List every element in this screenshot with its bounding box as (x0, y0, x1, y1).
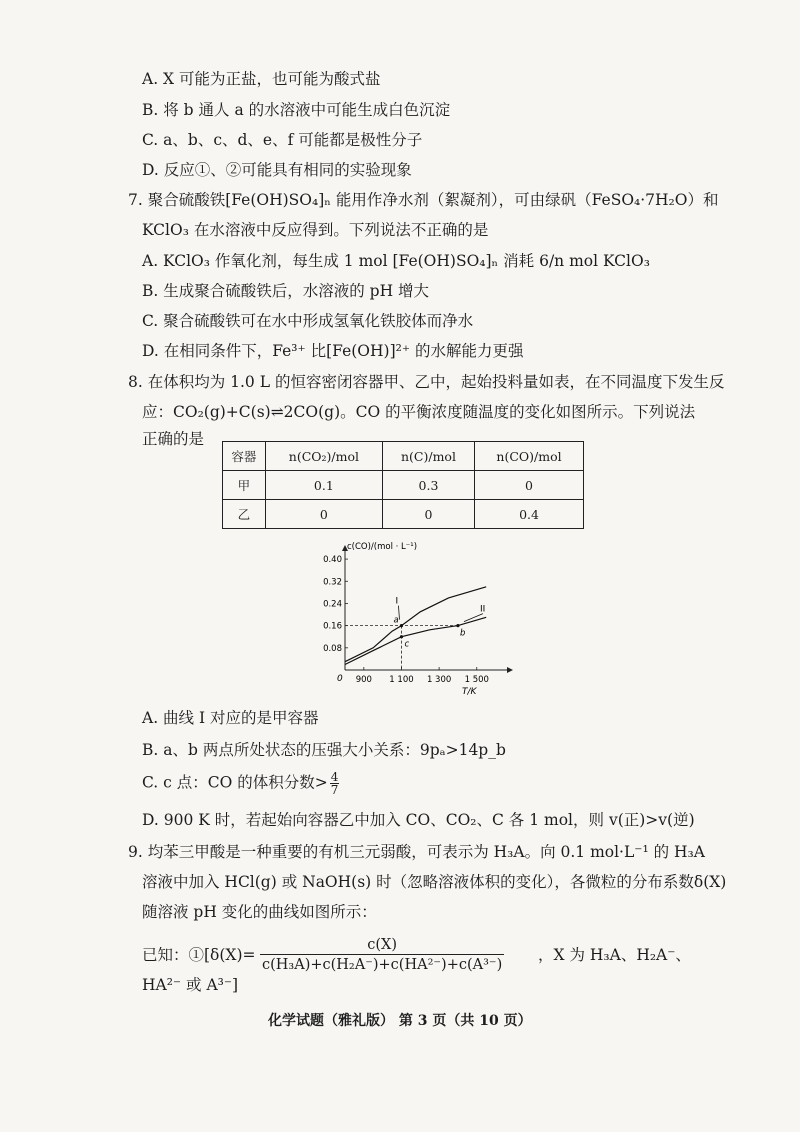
table-cell: 乙 (223, 500, 266, 529)
table-header-cell: 容器 (223, 442, 266, 471)
table-cell: 0 (382, 500, 474, 529)
y-tick-label: 0.24 (323, 599, 342, 610)
q7-stem-line2: KClO₃ 在水溶液中反应得到。下列说法不正确的是 (142, 221, 489, 239)
page-footer: 化学试题（雅礼版） 第 3 页（共 10 页） (268, 1013, 532, 1029)
q8-option-b: B. a、b 两点所处状态的压强大小关系：9pₐ>14p_b (142, 741, 506, 759)
q9-stem-line2: 溶液中加入 HCl(g) 或 NaOH(s) 时（忽略溶液体积的变化），各微粒的分布系数δ(X) (142, 873, 727, 891)
table-header-row (223, 442, 584, 471)
fraction (330, 771, 340, 796)
y-tick-label: 0.08 (323, 643, 342, 654)
q7-option-a: A. KClO₃ 作氧化剂，每生成 1 mol [Fe(OH)SO₄]ₙ 消耗 6/n mol KClO₃ (142, 252, 650, 270)
point-label-b: b (459, 628, 466, 639)
fraction-numerator: 4 (330, 770, 339, 784)
point-a (400, 624, 403, 627)
point-b (456, 624, 459, 627)
y-axis-label: c(CO)/(mol · L⁻¹) (347, 542, 418, 552)
origin-label: 0 (337, 674, 343, 684)
q8-stem-line3: 正确的是 (142, 430, 205, 448)
table-cell: 0.3 (382, 471, 474, 500)
table-row (223, 500, 584, 529)
x-axis-label: T/K (462, 687, 477, 696)
q8-stem-line1: 8. 在体积均为 1.0 L 的恒容密闭容器甲、乙中，起始投料量如表，在不同温度下发生反 (128, 373, 725, 391)
q9-delta-fraction (260, 936, 504, 975)
q8-feed-table (222, 441, 584, 529)
q9-stem-line3: 随溶液 pH 变化的曲线如图所示： (142, 903, 377, 921)
q9-stem-line1: 9. 均苯三甲酸是一种重要的有机三元弱酸，可表示为 H₃A。向 0.1 mol·L⁻¹ 的 H₃A (128, 843, 705, 861)
series-line-II (345, 617, 486, 664)
q8-option-c-text: C. c 点：CO 的体积分数> (142, 773, 328, 792)
q7-stem-line1: 7. 聚合硫酸铁[Fe(OH)SO₄]ₙ 能用作净水剂（絮凝剂），可由绿矾（FeSO₄·7H₂O）和 (128, 191, 719, 209)
table-header-cell: n(CO₂)/mol (265, 442, 382, 471)
point-c (400, 635, 403, 638)
table-cell: 0 (475, 471, 584, 500)
table-cell: 甲 (223, 471, 266, 500)
series-line-I (345, 587, 486, 662)
table-cell: 0 (265, 500, 382, 529)
series-label-II: II (479, 604, 486, 615)
table-cell: 0.1 (265, 471, 382, 500)
fraction-denominator: 7 (330, 783, 339, 797)
q6-option-b: B. 将 b 通人 a 的水溶液中可能生成白色沉淀 (142, 101, 451, 119)
co-concentration-chart (320, 536, 520, 696)
x-tick-label: 1 300 (426, 675, 452, 685)
x-tick-label: 1 500 (464, 675, 489, 685)
y-tick-label: 0.40 (323, 555, 342, 566)
q7-option-d: D. 在相同条件下，Fe³⁺ 比[Fe(OH)]²⁺ 的水解能力更强 (142, 342, 524, 360)
table-header-cell: n(CO)/mol (475, 442, 584, 471)
q6-option-c: C. a、b、c、d、e、f 可能都是极性分子 (142, 131, 423, 149)
q6-option-a: A. X 可能为正盐，也可能为酸式盐 (142, 70, 381, 88)
point-label-c: c (404, 639, 410, 650)
table-row (223, 471, 584, 500)
q6-option-d: D. 反应①、②可能具有相同的实验现象 (142, 161, 412, 179)
table-header-cell: n(C)/mol (382, 442, 474, 471)
q8-option-a: A. 曲线 I 对应的是甲容器 (142, 709, 319, 727)
q9-known-prefix: 已知：①[δ(X)= (142, 946, 256, 964)
q8-option-d: D. 900 K 时，若起始向容器乙中加入 CO、CO₂、C 各 1 mol，则 v(正)>v(逆) (142, 811, 695, 829)
table-cell: 0.4 (475, 500, 584, 529)
y-tick-label: 0.16 (323, 621, 342, 632)
x-tick-label: 900 (355, 675, 372, 685)
q8-option-c (142, 771, 339, 796)
q8-stem-line2: 应：CO₂(g)+C(s)⇌2CO(g)。CO 的平衡浓度随温度的变化如图所示。下列说法 (142, 403, 696, 421)
fraction-numerator: c(X) (367, 937, 397, 953)
q7-option-c: C. 聚合硫酸铁可在水中形成氢氧化铁胶体而净水 (142, 312, 474, 330)
q9-known-suffix: ，X 为 H₃A、H₂A⁻、 (538, 946, 691, 964)
fraction-denominator: c(H₃A)+c(H₂A⁻)+c(HA²⁻)+c(A³⁻) (260, 954, 504, 975)
series-label-I: I (395, 596, 399, 607)
q7-option-b: B. 生成聚合硫酸铁后，水溶液的 pH 增大 (142, 282, 430, 300)
point-label-a: a (393, 615, 399, 626)
x-tick-label: 1 100 (389, 675, 414, 685)
y-tick-label: 0.32 (323, 577, 342, 588)
q9-stem-last: HA²⁻ 或 A³⁻] (142, 976, 239, 994)
